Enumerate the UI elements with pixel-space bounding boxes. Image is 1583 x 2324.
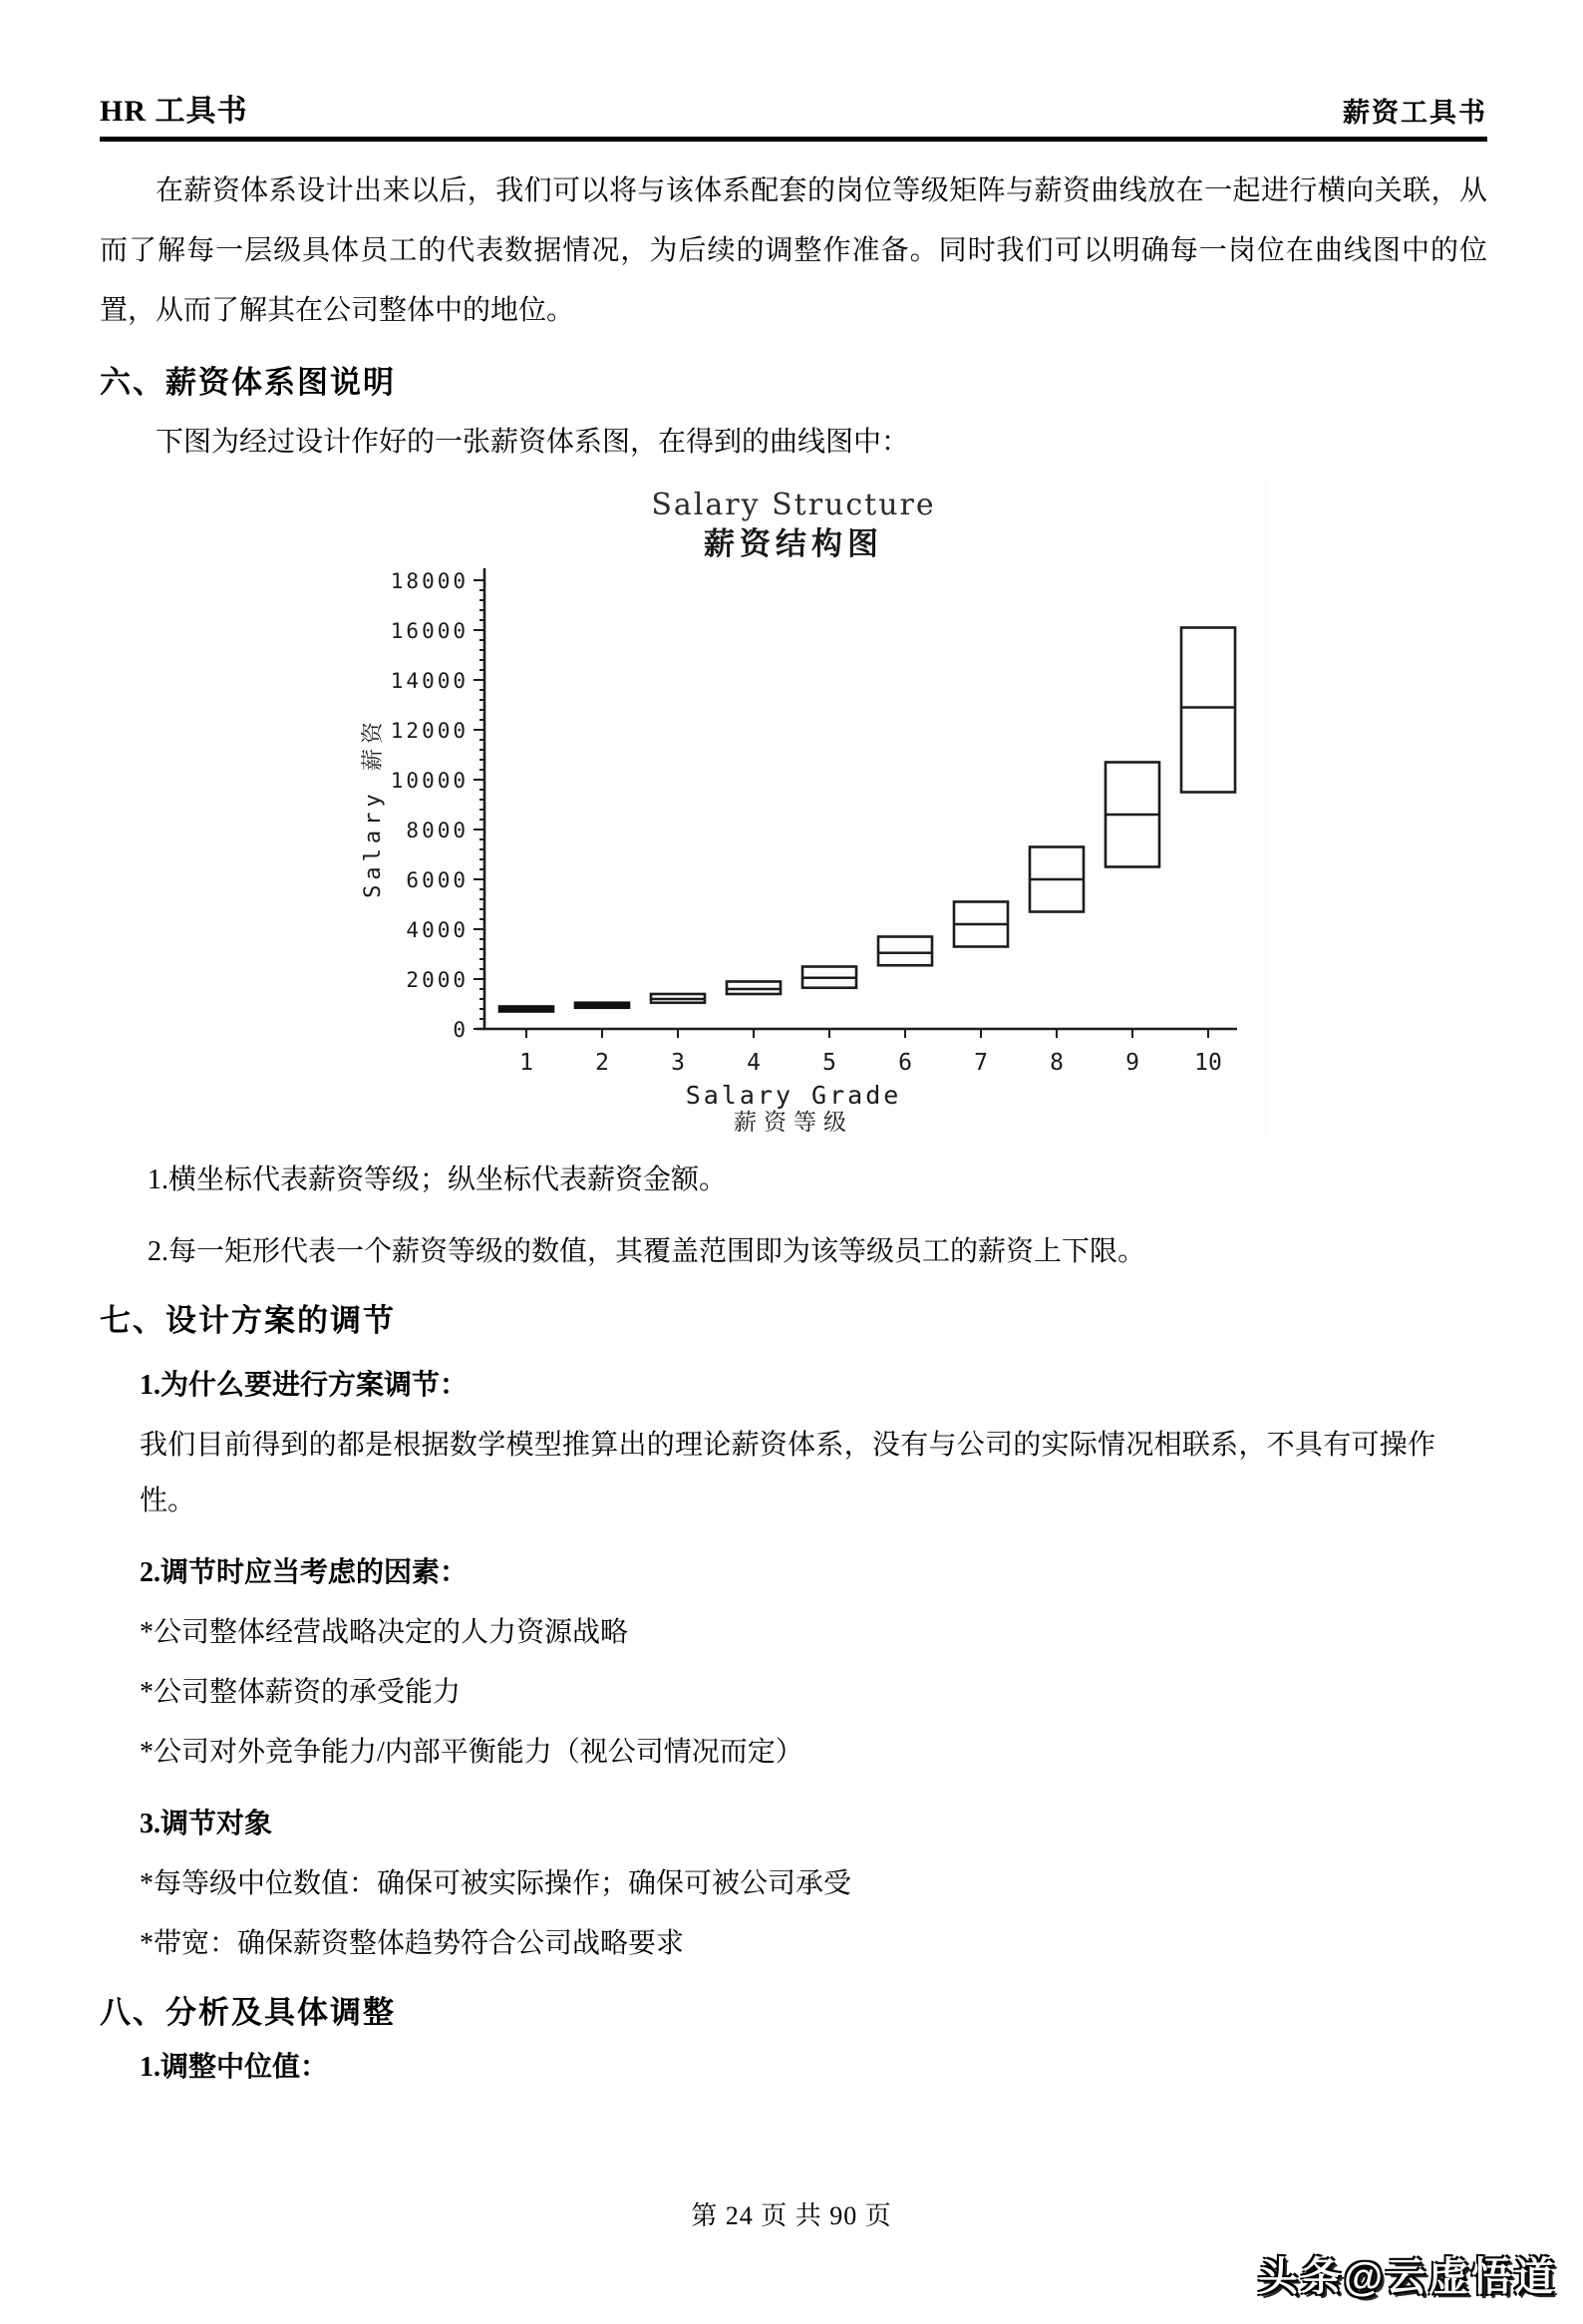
section-7-block: 3.调节对象 [140, 1809, 273, 1840]
section-7-block: 我们目前得到的都是根据数学模型推算出的理论薪资体系，没有与公司的实际情况相联系，不具有可操作性。 [140, 1430, 1435, 1517]
svg-text:7: 7 [974, 1050, 988, 1077]
section-7-block: *公司整体薪资的承受能力 [140, 1677, 462, 1709]
section-7-block: *公司对外竞争能力/内部平衡能力（视公司情况而定） [140, 1737, 803, 1769]
section-7-heading: 七、设计方案的调节 [100, 1303, 396, 1339]
svg-text:5: 5 [822, 1050, 836, 1077]
svg-text:薪资结构图: 薪资结构图 [704, 526, 883, 563]
svg-text:Salary 薪资: Salary 薪资 [361, 717, 386, 899]
watermark-text: 头条@云虚悟道 [1257, 2255, 1557, 2299]
header-left-title: HR 工具书 [100, 95, 248, 128]
header-right-title: 薪资工具书 [1343, 98, 1487, 128]
svg-text:12000: 12000 [390, 719, 469, 744]
svg-text:18000: 18000 [390, 569, 469, 594]
svg-text:6000: 6000 [406, 868, 469, 893]
page-header [100, 86, 1487, 142]
page-number-footer: 第 24 页 共 90 页 [691, 2201, 892, 2230]
svg-text:16000: 16000 [390, 619, 469, 644]
svg-text:1: 1 [519, 1050, 533, 1077]
svg-text:10: 10 [1194, 1050, 1222, 1077]
svg-text:0: 0 [453, 1018, 469, 1043]
section-7-block: 2.调节时应当考虑的因素： [140, 1557, 469, 1589]
svg-text:4: 4 [747, 1050, 761, 1077]
svg-text:Salary Grade: Salary Grade [685, 1081, 902, 1111]
svg-text:8000: 8000 [406, 819, 469, 843]
section-6-heading: 六、薪资体系图说明 [100, 364, 396, 400]
svg-text:9: 9 [1125, 1050, 1139, 1077]
salary-chart-figure [320, 479, 1267, 1137]
section-6-lead: 下图为经过设计作好的一张薪资体系图，在得到的曲线图中： [156, 427, 910, 459]
section-8-heading: 八、分析及具体调整 [100, 1995, 396, 2031]
svg-text:14000: 14000 [390, 669, 469, 694]
section-7-block: *带宽：确保薪资整体趋势符合公司战略要求 [140, 1928, 685, 1960]
section-8-item: 1.调整中位值： [140, 2052, 329, 2084]
intro-paragraph: 在薪资体系设计出来以后，我们可以将与该体系配套的岗位等级矩阵与薪资曲线放在一起进行横向关联，从而了解每一层级具体员工的代表数据情况，为后续的调整作准备。同时我们可以明确每一岗位在曲线图中的位置，从而了解其在公司整体中的地位。 [100, 175, 1487, 327]
chart-note-1: 1.横坐标代表薪资等级；纵坐标代表薪资金额。 [148, 1164, 728, 1196]
svg-text:3: 3 [671, 1050, 685, 1077]
section-7-block: *每等级中位数值：确保可被实际操作；确保可被公司承受 [140, 1868, 852, 1900]
svg-text:薪资等级: 薪资等级 [734, 1110, 853, 1133]
svg-text:4000: 4000 [406, 918, 469, 943]
chart-note-2: 2.每一矩形代表一个薪资等级的数值，其覆盖范围即为该等级员工的薪资上下限。 [148, 1236, 1146, 1268]
section-7-block: *公司整体经营战略决定的人力资源战略 [140, 1617, 629, 1649]
svg-text:2: 2 [595, 1050, 609, 1077]
svg-text:6: 6 [898, 1050, 912, 1077]
svg-text:2000: 2000 [406, 968, 469, 993]
document-page [0, 86, 1583, 2299]
svg-text:8: 8 [1050, 1050, 1064, 1077]
svg-text:10000: 10000 [390, 769, 469, 794]
section-7-block: 1.为什么要进行方案调节： [140, 1370, 469, 1402]
page-content [100, 162, 1487, 2096]
salary-structure-chart [320, 479, 1267, 1132]
svg-text:Salary Structure: Salary Structure [651, 488, 936, 523]
